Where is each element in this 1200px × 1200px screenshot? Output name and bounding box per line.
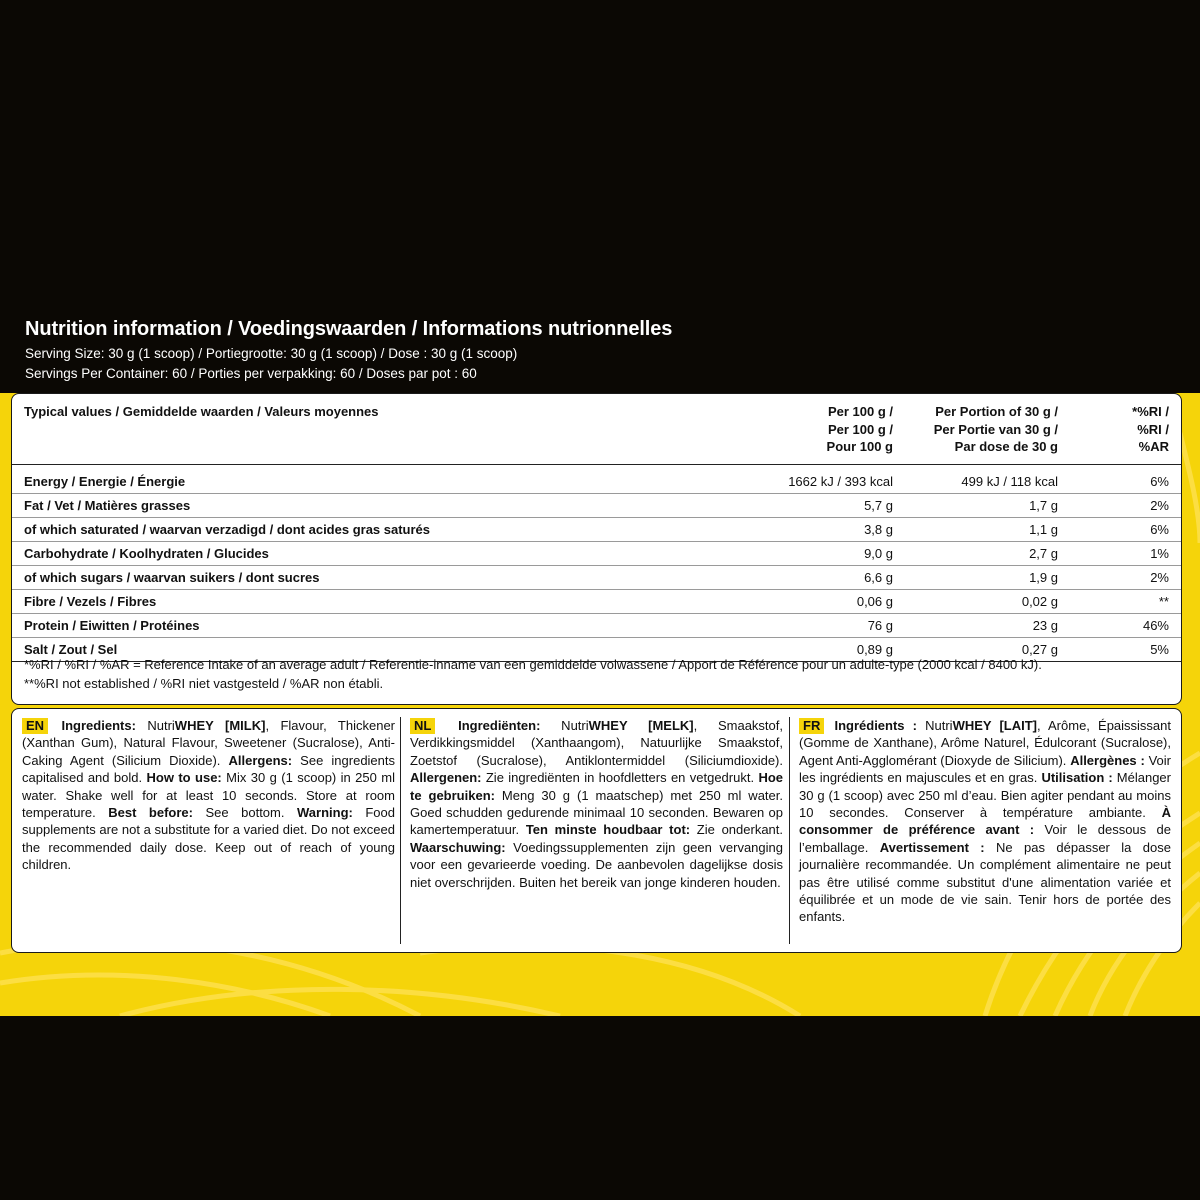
row-label: of which saturated / waarvan verzadigd / dont acides gras saturés — [24, 522, 431, 537]
header-line: %RI / — [1137, 421, 1169, 437]
row-label: Fibre / Vezels / Fibres — [24, 594, 157, 609]
body-text: Mix 30 g (1 scoop) in 250 ml water. Shake well for at least 10 seconds. Store at room temperature. — [22, 770, 395, 821]
bold-text: Waarschuwing: — [410, 839, 506, 855]
serving-size: Serving Size: 30 g (1 scoop) / Portiegrootte: 30 g (1 scoop) / Dose : 30 g (1 scoop) — [25, 346, 518, 361]
ingredients-panel — [11, 708, 1182, 953]
body-text: Nutri — [916, 718, 953, 733]
row-per100: 3,8 g — [864, 522, 893, 537]
row-ri: 46% — [1142, 618, 1169, 633]
bold-text: Allergènes : — [1070, 752, 1145, 768]
bold-text: Ten minste houdbaar tot: — [525, 822, 691, 838]
row-label: of which sugars / waarvan suikers / dont sucres — [24, 570, 320, 585]
row-label: Salt / Zout / Sel — [24, 642, 118, 657]
body-text: , Smaakstof, Verdikkingsmiddel (Xanthaangom), Natuurlijke Smaakstof, Zoetstof (Sucralose), Antiklontermiddel (Siliciumdioxide). — [410, 718, 783, 768]
row-per100: 9,0 g — [864, 546, 893, 561]
bold-text: WHEY [MELK] — [588, 718, 694, 733]
row-per100: 1662 kJ / 393 kcal — [788, 474, 893, 489]
header-line: Per 100 g / — [827, 404, 893, 419]
column-divider — [789, 717, 790, 944]
header-ri — [1099, 403, 1169, 456]
body-text: Voedingssupplementen zijn geen vervanging voor een gevarieerde voeding. De aanbevolen dagelijkse dosis niet overschrijden. Buiten het bereik van jonge kinderen houden. — [410, 839, 783, 890]
ingredients-nl — [410, 717, 783, 891]
body-text: See bottom. — [192, 805, 297, 821]
body-text: , Flavour, Thickener (Xanthan Gum), Natural Flavour, Sweetener (Sucralose), Anti-Caking Agent (Silicium Dioxide). — [22, 718, 396, 768]
row-perportion: 23 g — [1032, 618, 1058, 633]
row-per100: 6,6 g — [864, 570, 893, 585]
body-text: Nutri — [540, 718, 589, 733]
row-label: Carbohydrate / Koolhydraten / Glucides — [24, 546, 269, 561]
table-footnotes — [24, 656, 1169, 693]
language-tag-en: EN — [22, 718, 48, 734]
body-text: Zie onderkant. — [690, 822, 783, 838]
header-divider — [12, 464, 1181, 465]
header-line: *%RI / — [1132, 404, 1169, 419]
table-body — [12, 470, 1181, 662]
body-text: Zie ingrediënten in hoofdletters en vetgedrukt. — [481, 770, 759, 786]
row-per100: 0,06 g — [856, 594, 893, 609]
table-row — [12, 566, 1181, 590]
column-divider — [400, 717, 401, 944]
bold-text: Ingredients: — [61, 718, 136, 733]
bold-text: WHEY [LAIT] — [952, 718, 1037, 733]
body-text: Meng 30 g (1 maatschep) met 250 ml water. Goed schudden gedurende minimaal 10 seconden. Bewaren op kamertemperatuur. — [410, 787, 783, 838]
header-line: Per Portie van 30 g / — [933, 421, 1058, 437]
header-per-portion — [878, 403, 1058, 456]
table-header — [12, 394, 1181, 466]
bold-text: À consommer de préférence avant : — [799, 805, 1171, 838]
header-per-100g — [753, 403, 893, 456]
bold-text: Ingrediënten: — [458, 718, 541, 733]
header-line: Pour 100 g — [826, 439, 893, 454]
servings-per-container: Servings Per Container: 60 / Porties per verpakking: 60 / Doses par pot : 60 — [25, 366, 477, 381]
header-line: Per 100 g / — [827, 421, 893, 437]
bold-text: Avertissement : — [879, 839, 985, 855]
table-row — [12, 518, 1181, 542]
table-row — [12, 542, 1181, 566]
row-ri: ** — [1158, 594, 1169, 609]
table-row — [12, 494, 1181, 518]
header-line: Per Portion of 30 g / — [935, 404, 1058, 419]
header-typical-values: Typical values / Gemiddelde waarden / Valeurs moyennes — [24, 404, 379, 419]
row-ri: 6% — [1150, 474, 1169, 489]
bold-text: Allergenen: — [410, 770, 482, 786]
ingredients-en — [22, 717, 395, 874]
bold-text: Best before: — [108, 805, 193, 821]
row-ri: 5% — [1150, 642, 1169, 657]
body-text: Mélanger 30 g (1 scoop) avec 250 ml d’eau. Bien agiter pendant au moins 10 secondes. Conserver à température ambiante. — [799, 770, 1171, 821]
row-ri: 2% — [1150, 498, 1169, 513]
ingredients-fr — [799, 717, 1171, 926]
body-text: , Arôme, Épaississant (Gomme de Xanthane), Arôme Naturel, Édulcorant (Sucralose), Agent Anti-Agglomérant (Dioxyde de Silicium). — [799, 718, 1172, 768]
language-tag-fr: FR — [799, 718, 824, 734]
row-ri: 6% — [1150, 522, 1169, 537]
table-row — [12, 590, 1181, 614]
footnote-ri-not-established: **%RI not established / %RI niet vastgesteld / %AR non établi. — [24, 675, 384, 691]
row-perportion: 0,02 g — [1021, 594, 1058, 609]
table-row — [12, 614, 1181, 638]
body-text: Nutri — [135, 718, 175, 733]
bold-text: How to use: — [146, 770, 222, 786]
row-ri: 2% — [1150, 570, 1169, 585]
row-perportion: 1,7 g — [1029, 498, 1058, 513]
row-perportion: 2,7 g — [1029, 546, 1058, 561]
row-per100: 5,7 g — [864, 498, 893, 513]
row-per100: 0,89 g — [856, 642, 893, 657]
row-label: Protein / Eiwitten / Protéines — [24, 618, 200, 633]
bottom-dark-band — [0, 1016, 1200, 1200]
header-line: %AR — [1138, 439, 1169, 454]
row-label: Fat / Vet / Matières grasses — [24, 498, 191, 513]
bold-text: Utilisation : — [1041, 770, 1113, 786]
body-text: Voir les ingrédients en majuscules et en gras. — [799, 752, 1171, 786]
bold-text: Allergens: — [228, 752, 293, 768]
language-tag-nl: NL — [410, 718, 435, 734]
row-perportion: 1,1 g — [1029, 522, 1058, 537]
row-per100: 76 g — [867, 618, 893, 633]
row-perportion: 0,27 g — [1021, 642, 1058, 657]
body-text: Voir le dessous de l’emballage. — [799, 822, 1171, 855]
bold-text: Warning: — [297, 805, 353, 821]
body-text: Food supplements are not a substitute for a varied diet. Do not exceed the recommended daily dose. Keep out of reach of young children. — [22, 805, 395, 873]
header-line: Par dose de 30 g — [954, 439, 1058, 454]
nutrition-header — [25, 316, 1175, 384]
page-title: Nutrition information / Voedingswaarden / Informations nutrionnelles — [25, 318, 673, 340]
bold-text: WHEY [MILK] — [174, 718, 266, 733]
nutrition-table-panel — [11, 393, 1182, 705]
table-row — [12, 470, 1181, 494]
row-perportion: 499 kJ / 118 kcal — [961, 474, 1058, 489]
body-text: See ingredients capitalised and bold. — [22, 752, 396, 786]
footnote-ri: *%RI / %RI / %AR = Reference Intake of an average adult / Referentie-inname van een gemiddelde volwassene / Apport de Référence pour un adulte-type (2000 kcal / 8400 kJ). — [24, 657, 1042, 672]
bold-text: Ingrédients : — [834, 718, 917, 733]
row-ri: 1% — [1150, 546, 1169, 561]
bold-text: Hoe te gebruiken: — [410, 770, 783, 803]
body-text: Ne pas dépasser la dose journalière recommandée. Un complément alimentaire ne peut pas être utilisé comme substitut d'une alimentation variée et équilibrée et un mode de vie sain. Tenir hors de portée des enfants. — [799, 839, 1171, 925]
row-label: Energy / Energie / Énergie — [24, 474, 186, 489]
row-perportion: 1,9 g — [1029, 570, 1058, 585]
